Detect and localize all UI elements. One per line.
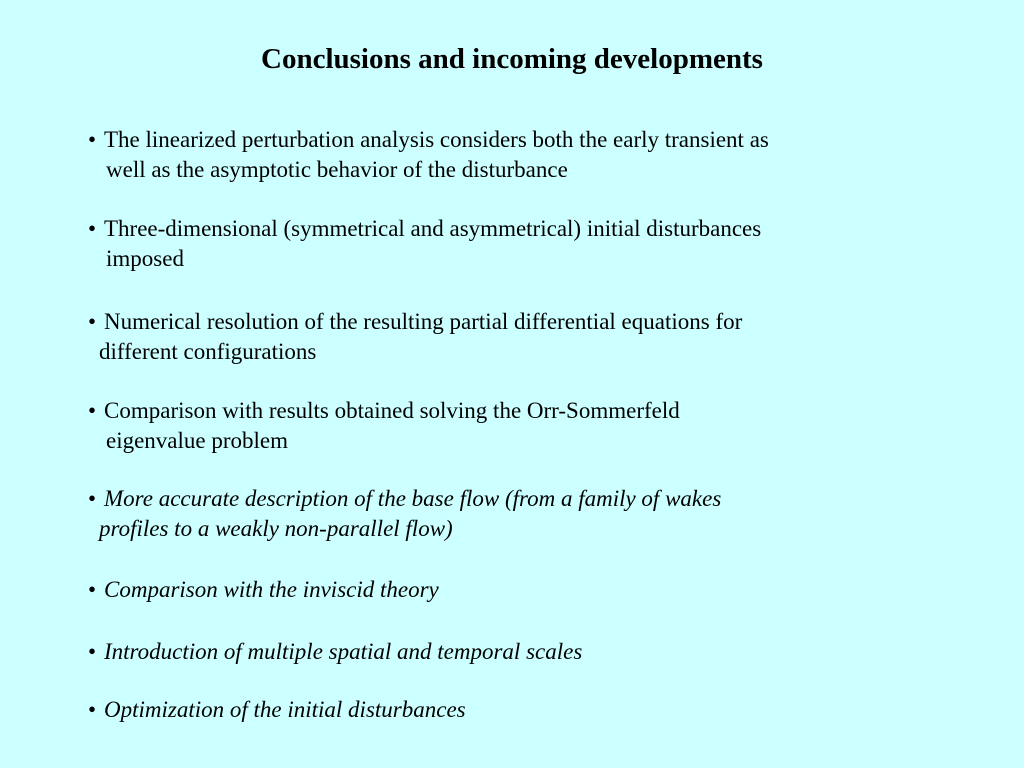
bullet-item-inviscid-theory [88, 575, 938, 605]
bullet-item-linearized-analysis [88, 125, 938, 185]
bullet-marker: • [88, 697, 97, 722]
bullet-text-continuation: well as the asymptotic behavior of the disturbance [106, 157, 568, 182]
bullet-text-continuation: profiles to a weakly non-parallel flow) [99, 516, 453, 541]
bullet-text: Optimization of the initial disturbances [104, 697, 466, 722]
bullet-marker: • [88, 216, 97, 241]
bullet-text: Comparison with the inviscid theory [104, 577, 439, 602]
bullet-text: Numerical resolution of the resulting partial differential equations for [104, 309, 743, 334]
bullet-text-continuation: different configurations [99, 339, 317, 364]
bullet-text-continuation: imposed [106, 246, 184, 271]
bullet-item-base-flow-description [88, 484, 938, 544]
bullet-text: Comparison with results obtained solving the Orr-Sommerfeld [104, 398, 680, 423]
bullet-item-numerical-resolution [88, 307, 938, 367]
slide-title: Conclusions and incoming developments [261, 43, 763, 75]
bullet-item-optimization [88, 695, 938, 725]
bullet-marker: • [88, 577, 97, 602]
bullet-marker: • [88, 486, 97, 511]
bullet-text-continuation: eigenvalue problem [106, 428, 289, 453]
bullet-text: Three-dimensional (symmetrical and asymmetrical) initial disturbances [104, 216, 762, 241]
bullet-marker: • [88, 639, 97, 664]
bullet-text: The linearized perturbation analysis considers both the early transient as [104, 127, 769, 152]
bullet-item-three-dimensional-disturbances [88, 214, 938, 274]
bullet-text: More accurate description of the base flow (from a family of wakes [104, 486, 722, 511]
bullet-marker: • [88, 127, 97, 152]
bullet-marker: • [88, 309, 97, 334]
bullet-text: Introduction of multiple spatial and temporal scales [104, 639, 583, 664]
bullet-marker: • [88, 398, 97, 423]
bullet-item-multiple-scales [88, 637, 938, 667]
bullet-item-orr-sommerfeld-comparison [88, 396, 938, 456]
